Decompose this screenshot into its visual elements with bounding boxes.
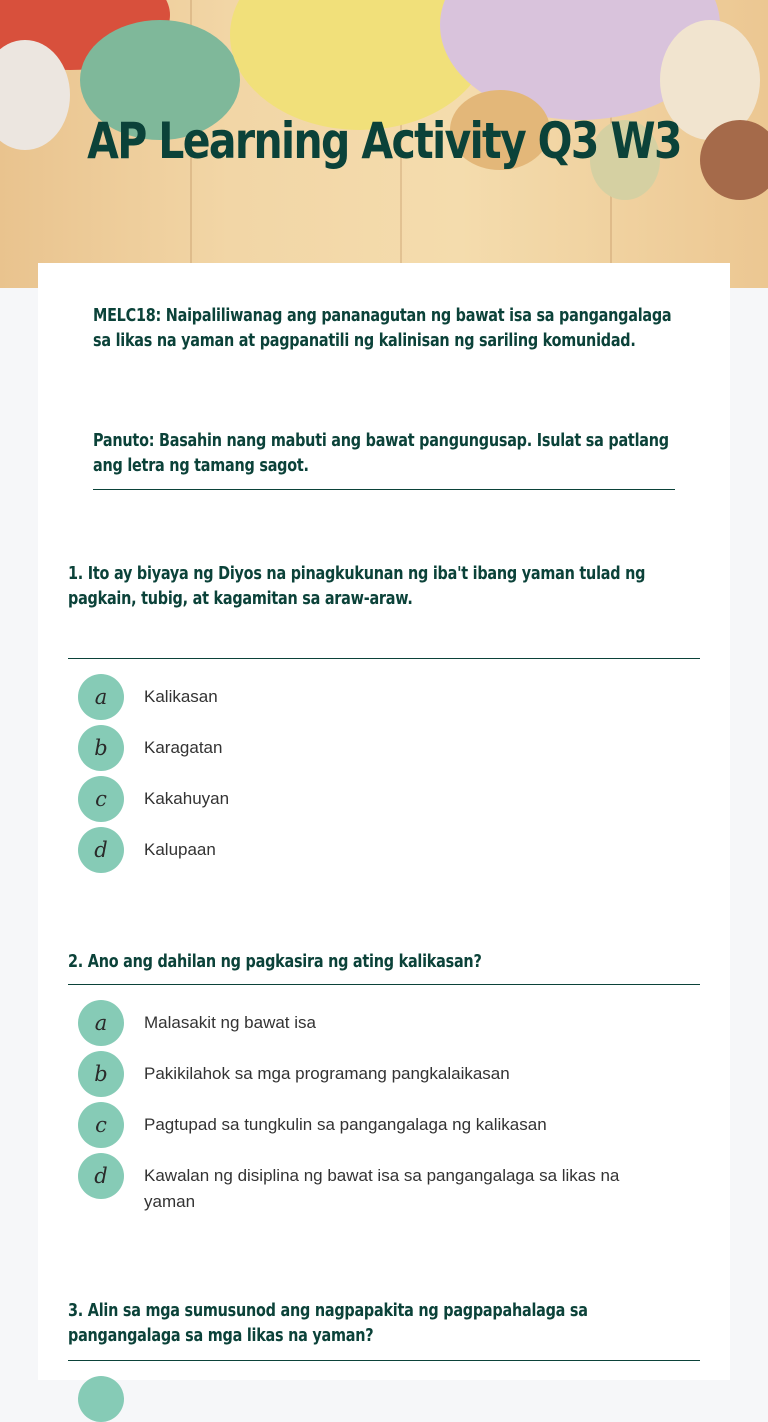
option-text: Karagatan bbox=[144, 738, 223, 757]
page-title: AP Learning Activity Q3 W3 bbox=[87, 112, 681, 170]
question-1: 1. Ito ay biyaya ng Diyos na pinagkukunan ng iba't ibang yaman tulad ng pagkain, tubig, at kagamitan sa araw-araw. bbox=[68, 563, 646, 609]
option-b[interactable] bbox=[78, 1051, 664, 1097]
question-3: 3. Alin sa mga sumusunod ang nagpapakita ng pagpapahalaga sa pangangalaga sa mga likas na yaman? bbox=[68, 1300, 588, 1346]
option-c[interactable] bbox=[78, 1102, 664, 1148]
option-text: Malasakit ng bawat isa bbox=[144, 1013, 316, 1032]
option-letter bbox=[78, 1376, 124, 1422]
melc-text: MELC18: Naipaliliwanag ang pananagutan ng bawat isa sa pangangalaga sa likas na yaman at pagpanatili ng kalinisan ng sariling komunidad. bbox=[93, 305, 672, 351]
divider bbox=[93, 489, 675, 490]
option-text: Kalupaan bbox=[144, 840, 216, 859]
option-a[interactable] bbox=[78, 1376, 124, 1422]
option-letter: c bbox=[78, 776, 124, 822]
option-d[interactable] bbox=[78, 827, 664, 873]
option-letter: d bbox=[78, 827, 124, 873]
option-a[interactable] bbox=[78, 674, 664, 720]
option-c[interactable] bbox=[78, 776, 664, 822]
option-b[interactable] bbox=[78, 725, 664, 771]
option-text: Pakikilahok sa mga programang pangkalaikasan bbox=[144, 1064, 510, 1083]
divider bbox=[68, 658, 700, 659]
option-letter: d bbox=[78, 1153, 124, 1199]
option-letter: a bbox=[78, 674, 124, 720]
option-text: Kakahuyan bbox=[144, 789, 230, 808]
option-letter: b bbox=[78, 725, 124, 771]
option-letter: c bbox=[78, 1102, 124, 1148]
option-text: Kawalan ng disiplina ng bawat isa sa pangangalaga sa likas na yaman bbox=[144, 1166, 620, 1211]
instructions-text: Panuto: Basahin nang mabuti ang bawat pangungusap. Isulat sa patlang ang letra ng tamang sagot. bbox=[93, 430, 669, 476]
option-a[interactable] bbox=[78, 1000, 664, 1046]
question-2: 2. Ano ang dahilan ng pagkasira ng ating kalikasan? bbox=[68, 951, 482, 972]
option-letter: a bbox=[78, 1000, 124, 1046]
option-d[interactable] bbox=[78, 1153, 664, 1215]
option-text: Pagtupad sa tungkulin sa pangangalaga ng kalikasan bbox=[144, 1115, 547, 1134]
header-banner bbox=[0, 0, 768, 288]
shell-image bbox=[700, 120, 768, 200]
option-letter: b bbox=[78, 1051, 124, 1097]
divider bbox=[68, 1360, 700, 1361]
divider bbox=[68, 984, 700, 985]
option-text: Kalikasan bbox=[144, 687, 218, 706]
activity-card bbox=[38, 263, 730, 1380]
